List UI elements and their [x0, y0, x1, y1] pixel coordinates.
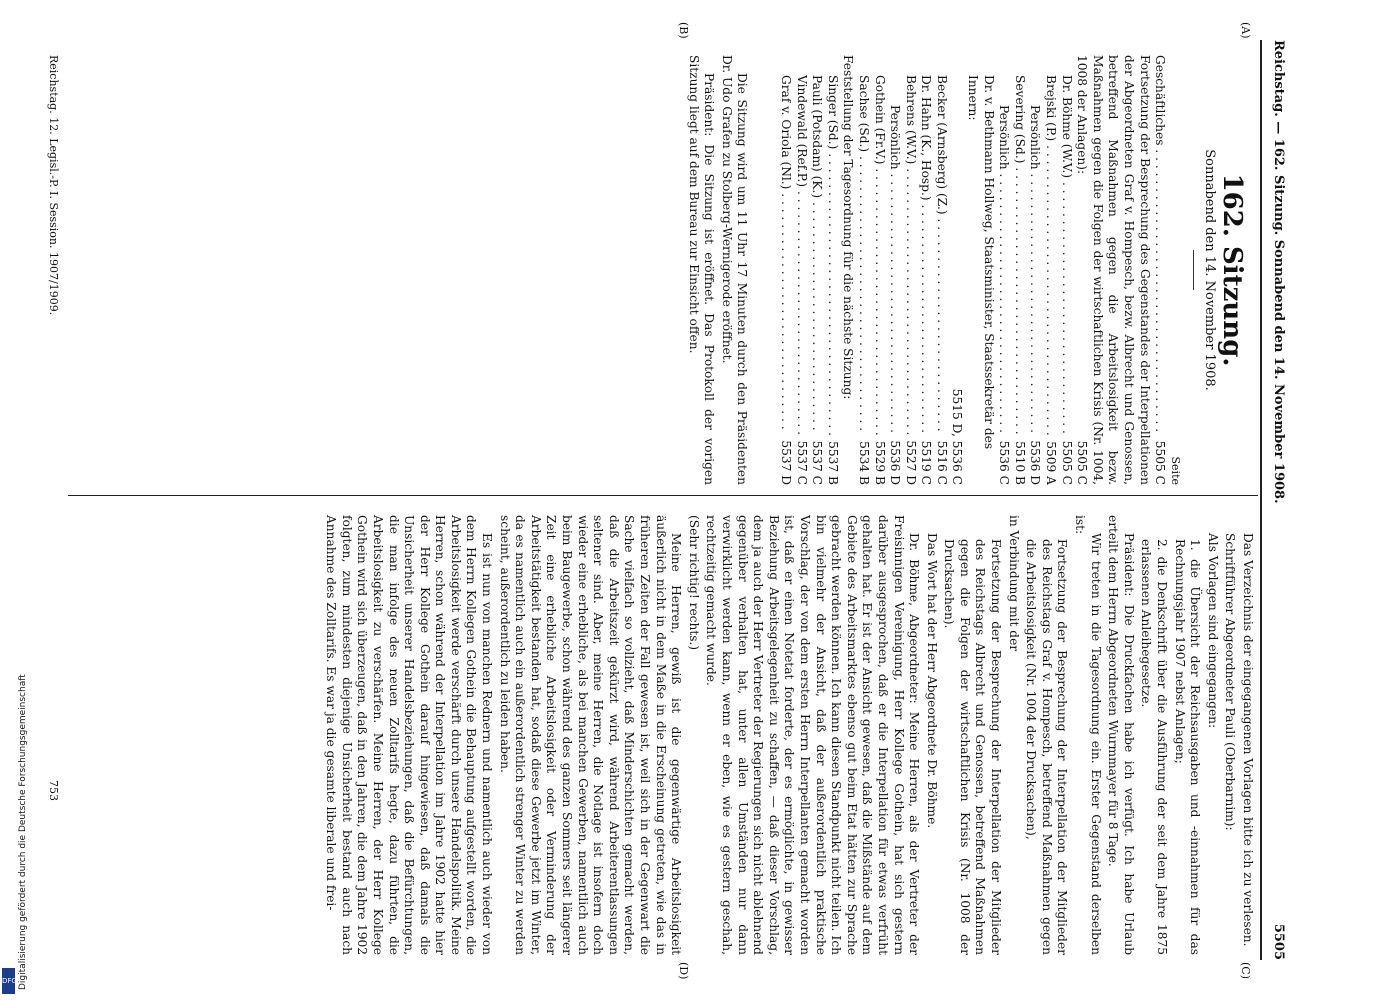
header-rule — [1260, 40, 1262, 960]
toc-item: Sachse (Sd.) . . . 5534 B — [855, 55, 871, 485]
paragraph: Als Vorlagen sind eingegangen: — [1205, 533, 1220, 729]
toc-item: Pauli (Potsdam) (K.) . . . 5537 C — [809, 55, 825, 485]
toc-item: Severing (Sd.) . . . 5510 B — [1011, 55, 1027, 485]
toc-item: Brejski (P.) . . . 5509 A — [1042, 55, 1058, 485]
session-title: 162. Sitzung. — [1217, 173, 1247, 367]
dfg-logo: DFG — [2, 968, 15, 994]
session-date: Sonnabend den 14. November 1908. — [1202, 149, 1218, 391]
digitization-credit — [0, 0, 28, 1000]
running-header — [1264, 40, 1286, 960]
agenda-connector: in Verbindung mit der — [1006, 515, 1021, 652]
footer-note: Reichstag. 12. Legisl.-P. I. Session. 1907/1909. — [47, 55, 60, 316]
seite-label: Seite — [1168, 456, 1182, 485]
toc-item: Fortsetzung der Besprechung des Gegenstandes der Interpellationen der Abgeordneten Graf v. Hompesch, bezw. Albrecht und Genossen, betreffend Maßnahmen gegen die Arbeitslosigkeit bezw. Maßnahmen gegen die Folgen der wirtschaftlichen Krisis (Nr. 1004, 1008 der Anlagen): 5505 C — [1075, 55, 1152, 485]
toc-item: Feststellung der Tagesordnung für die nächste Sitzung: — [841, 55, 856, 400]
left-column — [683, 55, 1245, 485]
table-of-contents — [777, 55, 1167, 485]
margin-marker-d: (D) — [677, 962, 690, 980]
paragraph: Das Verzeichnis der eingegangenen Vorlagen bitte ich zu verlesen. — [1241, 533, 1255, 947]
list-item: 2. die Denkschrift über die Ausführung der seit dem Jahre 1875 erlassenen Anleihegesetze. — [1139, 539, 1170, 955]
toc-item: Vindewald (Ref.P.) . . . 5537 C — [793, 55, 809, 485]
header-left: Reichstag. — 162. Sitzung. Sonnabend den 14. November 1908. — [1271, 40, 1286, 504]
margin-marker-a: (A) — [1239, 22, 1252, 39]
paragraph: Präsident: Die Druckfachen habe ich verfügt. Ich habe Urlaub erteilt dem Herrn Abgeordneten Wurmmayer für 8 Tage. — [1106, 515, 1136, 955]
right-column — [321, 515, 1255, 955]
footer-page-number: 753 — [47, 780, 60, 801]
toc-item: Persönlich . . . 5536 D — [1027, 55, 1043, 485]
list-item: 1. die Übersicht der Reichsausgaben und -einnahmen für das Rechnungsjahr 1907 nebst Anlagen; — [1172, 539, 1203, 955]
column-divider — [68, 495, 1258, 496]
margin-marker-c: (C) — [1239, 962, 1252, 979]
toc-item: Dr. v. Bethmann Hollweg, Staatsminister, Staatssekretär des Innern: 5515 D, 5536 C — [950, 75, 996, 485]
paragraph: Das Wort hat der Herr Abgeordnete Dr. Böhme. — [924, 533, 939, 829]
president-paragraph: Präsident: Die Sitzung ist eröffnet. Das Protokoll der vorigen Sitzung liegt auf dem Bureau zur Einsicht offen. — [686, 55, 717, 485]
speech-paragraph: Meine Herren, gewiß ist die gegenwärtige Arbeitslosigkeit äußerlich nicht in dem Maße in die Erscheinung getreten, wie das in früheren Zeiten der Fall gewesen ist, weil sich in der Gegenwart die Sache vielfach so vollzieht, daß Minderschichten gemacht werden, daß die Arbeitszeit gekürzt wird, während Arbeiterentlassungen seltener sind. Aber, meine Herren, die Notlage ist insofern doch wieder eine erhebliche, als bei manchen Gewerben, namentlich auch beim Baugewerbe, schon während des ganzen Sommers seit längerer Zeit eine erhebliche Arbeitslosigkeit oder Verminderung der Arbeitstätigkeit bestanden hat, sodaß diese Gewerbe jetzt im Winter, da es namentlich auch ein außerordentlich strenger Winter zu werden scheint, außerordentlich zu leiden haben. — [497, 515, 684, 955]
interjection: (Sehr richtig! rechts.) — [686, 515, 701, 651]
paragraph: Schriftführer Abgeordneter Pauli (Oberbarnim): — [1223, 533, 1238, 831]
toc-item: Persönlich . . . 5536 C — [996, 55, 1012, 485]
agenda-item: Fortsetzung der Besprechung der Interpellation der Mitglieder des Reichstags Graf v. Hompesch, betreffend Maßnahmen gegen die Arbeitslosigkeit (Nr. 1004 der Drucksachen), — [1024, 539, 1070, 955]
title-rule — [1193, 250, 1194, 290]
toc-item: Singer (Sd.) . . . 5537 B — [824, 55, 840, 485]
margin-marker-b: (B) — [677, 22, 690, 39]
toc-item: Becker (Arnsberg) (Z.) . . . 5516 C — [933, 55, 949, 485]
toc-item: Geschäftliches . . . 5505 C — [1152, 55, 1168, 485]
speech-paragraph: Dr. Böhme, Abgeordneter: Meine Herren, als der Vertreter der Freisinnigen Vereinigung, Herr Kollege Gothein, hat sich gestern darüber ausgesprochen, daß er die Interpellation für etwas verfrüht gehalten hat. Er ist der Ansicht gewesen, daß die Mißstände auf dem Gebiete des Arbeitsmarktes ebenso gut beim Etat hätten zur Sprache gebracht werden können. Ich kann diesen Standpunkt nicht teilen. Ich bin vielmehr der Ansicht, daß der außerordentlich praktische Vorschlag, der von dem ersten Herrn Interpellanten gemacht worden ist, daß er einen Notetat forderte, der es ermöglichte, in gewisser Beziehung Arbeitsgelegenheit zu schaffen, — daß dieser Vorschlag, dem ja auch der Herr Vertreter der Regierungen sich nicht ablehnend gegenüber verhalten hat, unter allen Umständen nur dann verwirklicht werden kann, wenn er eben, wie es gestern geschah, rechtzeitig gemacht wurde. — [704, 515, 922, 955]
toc-item: Persönlich . . . 5536 D — [887, 55, 903, 485]
toc-item: Dr. Hahn (K., Hosp.) . . . 5519 C — [918, 55, 934, 485]
toc-item: Gothein (Fr.V.) . . . 5529 B — [871, 55, 887, 485]
header-page-number: 5505 — [1271, 923, 1286, 960]
toc-item: Dr. Böhme (W.V.) . . . 5505 C — [1058, 55, 1074, 485]
agenda-item: Fortsetzung der Besprechung der Interpellation der Mitglieder des Reichstags Albrecht und Genossen, betreffend Maßnahmen gegen die Folgen der wirtschaftlichen Krisis (Nr. 1008 der Drucksachen). — [942, 539, 1004, 955]
paragraph: Wir treten in die Tagesordnung ein. Erster Gegenstand derselben ist: — [1073, 515, 1103, 955]
speech-paragraph: Es ist nun von manchen Rednern und namentlich auch wieder von dem Herrn Kollegen Gothein die Behauptung aufgestellt worden, die Arbeitslosigkeit werde verschärft durch unsere Handelspolitik. Meine Herren, schon während der Interpellation im Jahre 1902 hatte hier der Herr Kollege Gothein darauf hingewiesen, daß damals die Unsicherheit unserer Handelsbeziehungen, daß die Befürchtungen, die man infolge des neuen Zolltarifs hegte, dazu führten, die Arbeitslosigkeit zu verschärfen. Meine Herren, der Herr Kollege Gothein wird sich überzeugen, daß in den Jahren, die dem Jahre 1902 folgten, zum mindesten diejenige Unsicherheit bestand auch nach Annahme des Zolltarifs. Es war ja die gesamte liberale und frei- — [324, 515, 495, 955]
toc-item: Behrens (W.V.) . . . 5527 D — [902, 55, 918, 485]
toc-item: Graf v. Oriola (Nl.) . . . 5537 D — [777, 55, 793, 485]
opening-paragraph: Die Sitzung wird um 11 Uhr 17 Minuten durch den Präsidenten Dr. Udo Grafen zu Stolberg-Wernigerode eröffnet. — [719, 55, 750, 485]
credit-text: Digitalisierung gefördert durch die Deutsche Forschungsgemeinschaft — [18, 674, 28, 990]
